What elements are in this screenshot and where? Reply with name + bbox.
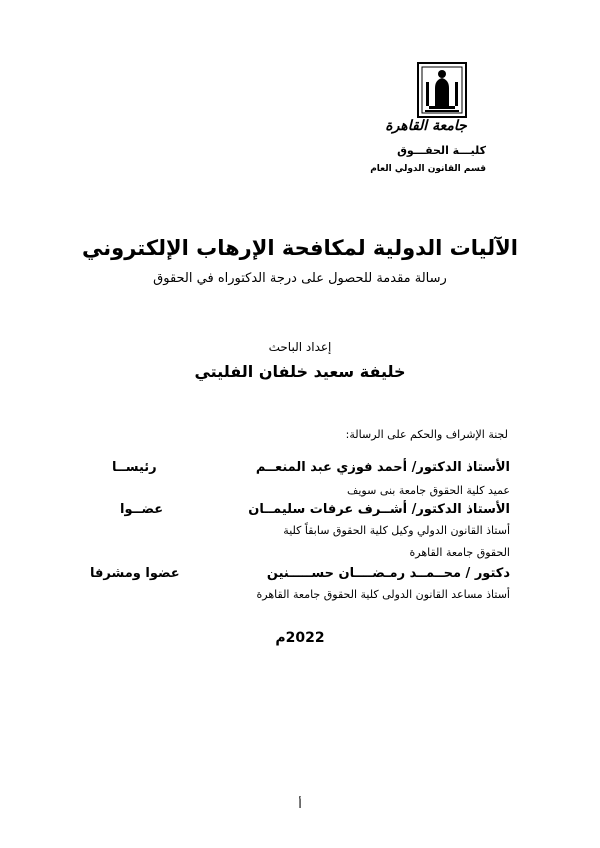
thesis-subtitle: رسالة مقدمة للحصول على درجة الدكتوراه في الحقوق	[153, 271, 447, 286]
committee-member-3	[90, 566, 510, 584]
thesis-year: 2022م	[275, 630, 325, 646]
member-name: دكتور / محــمــد رمـضــــان حســـــنين	[266, 566, 510, 581]
member-role: عضوا ومشرفا	[90, 566, 180, 581]
researcher-name: خليفة سعيد خلفان الفليتي	[194, 362, 406, 381]
university-name-script: جامعة القاهرة	[385, 118, 467, 134]
cairo-university-emblem-icon	[417, 62, 467, 118]
member-name: الأستاذ الدكتور/ أحمد فوزي عبد المنعــم	[255, 460, 510, 475]
member-name: الأستاذ الدكتور/ أشــرف عرفات سليمــان	[248, 502, 510, 517]
member-role: رئيســا	[112, 460, 157, 475]
prepared-by-label: إعداد الباحث	[268, 340, 332, 354]
member-role: عضــوا	[120, 502, 164, 517]
committee-member-2	[110, 502, 510, 520]
faculty-name: كليـــة الحقـــوق	[397, 144, 486, 157]
department-name: قسم القانون الدولي العام	[370, 164, 486, 174]
member-description: أستاذ مساعد القانون الدولى كلية الحقوق جامعة القاهرة	[256, 588, 510, 601]
committee-member-1	[110, 460, 510, 478]
member-description: عميد كلية الحقوق جامعة بنى سويف	[346, 484, 510, 497]
thesis-title: الآليات الدولية لمكافحة الإرهاب الإلكتروني	[82, 236, 518, 260]
member-description: أستاذ القانون الدولي وكيل كلية الحقوق سابقاً كلية	[283, 524, 510, 537]
member-description: الحقوق جامعة القاهرة	[409, 546, 510, 559]
page-number: أ	[298, 797, 302, 811]
committee-heading: لجنة الإشراف والحكم على الرسالة:	[345, 428, 508, 441]
